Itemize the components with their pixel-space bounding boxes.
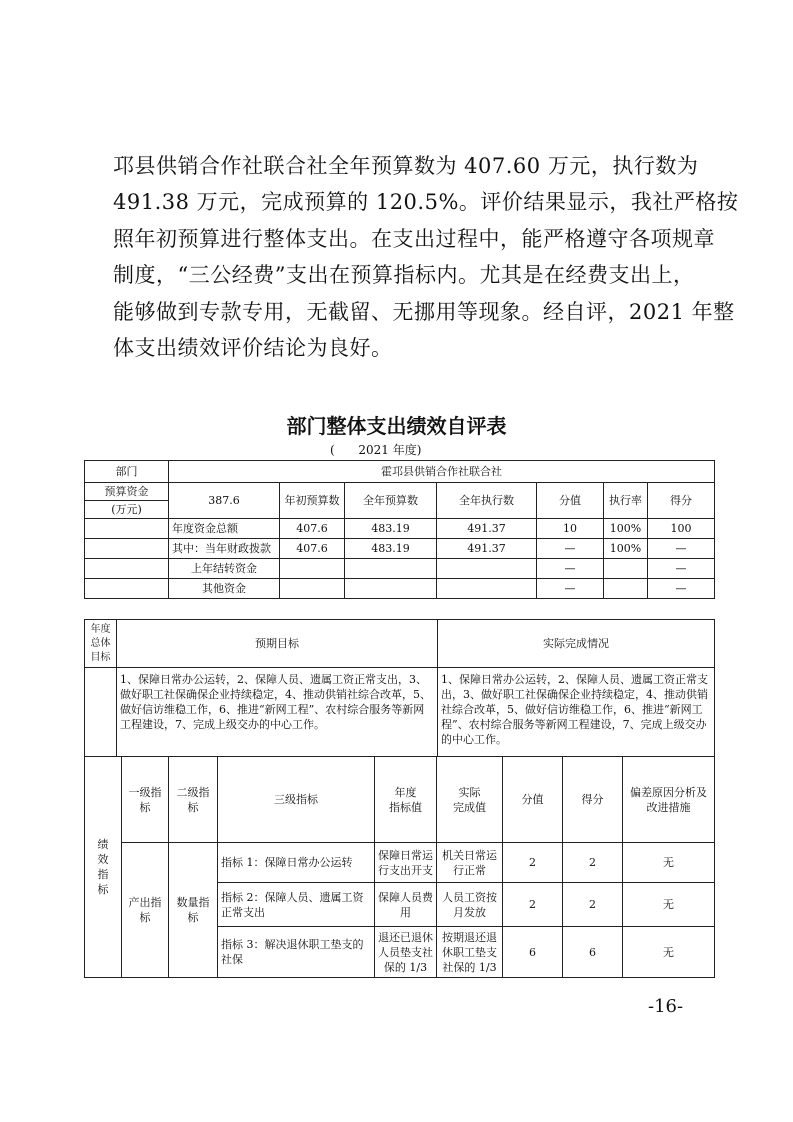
paragraph-line: 体支出绩效评价结论为良好。 [113, 336, 393, 361]
row-rate: 100% [604, 519, 648, 539]
header-level1: 一级指 标 [122, 757, 169, 843]
goal-actual-text: 1、保障日常办公运转，2、保障人员、遗属工资正常支出，3、做好职工社保确保企业持续稳定，4、推动供销社综合改革，5、做好信访维稳工作，6、推进“新网工程”、农村综合服务等新网工程建设，7、完成上级交办的中心工作。 [438, 668, 715, 757]
indicator-score-value: 2 [503, 883, 563, 927]
budget-unit-label: (万元) [85, 501, 169, 519]
header-exec-rate: 执行率 [604, 483, 648, 519]
indicator-actual: 机关日常运 行正常 [437, 843, 503, 883]
body-paragraph [113, 148, 739, 366]
header-level3: 三级指标 [218, 757, 375, 843]
header-score: 得分 [648, 483, 715, 519]
paragraph-line: 邛县供销合作社联合社全年预算数为 407.60 万元，执行数为 [113, 154, 699, 178]
form-year [330, 441, 421, 458]
header-executed: 全年执行数 [437, 483, 537, 519]
row-executed: 491.37 [437, 539, 537, 559]
row-spacer [85, 559, 169, 579]
row-initial: 407.6 [280, 539, 345, 559]
year-open-paren: ( [330, 443, 335, 457]
row-rate: 100% [604, 539, 648, 559]
header-level2: 二级指标 [169, 757, 218, 843]
goal-label: 年度 总体 目标 [85, 620, 117, 668]
header-annual-budget: 全年预算数 [345, 483, 437, 519]
row-score: — [648, 559, 715, 579]
goal-expected-header: 预期目标 [117, 620, 438, 668]
indicator-deviation: 无 [623, 927, 715, 978]
perf-label: 绩 效 指 标 [85, 757, 122, 978]
level2-value: 数量指标 [169, 843, 218, 978]
header-actual: 实际 完成值 [437, 757, 503, 843]
indicator-score-value: 6 [503, 927, 563, 978]
row-rate [604, 579, 648, 599]
goal-table [84, 619, 715, 757]
row-executed [437, 579, 537, 599]
row-label: 其他资金 [169, 579, 280, 599]
row-label: 上年结转资金 [169, 559, 280, 579]
goal-expected-text: 1、保障日常办公运转，2、保障人员、遗属工资正常支出，3、做好职工社保确保企业持续稳定，4、推动供销社综合改革，5、做好信访维稳工作，6、推进“新网工程”、农村综合服务等新网工程建设，7、完成上级交办的中心工作。 [117, 668, 438, 757]
page-number: -16- [648, 996, 684, 1017]
budget-table [84, 460, 715, 599]
indicator-name: 指标 3：解决退休职工垫支的社保 [218, 927, 375, 978]
row-initial [280, 559, 345, 579]
row-annual [345, 579, 437, 599]
budget-label: 预算资金 [85, 483, 169, 501]
indicator-target: 保障人员费 用 [375, 883, 437, 927]
goal-actual-header: 实际完成情况 [438, 620, 715, 668]
budget-value: 387.6 [169, 483, 280, 519]
row-score-value: — [537, 559, 604, 579]
paragraph-line: 491.38 万元，完成预算的 120.5%。评价结果显示，我社严格按 [113, 190, 739, 215]
row-spacer [85, 539, 169, 559]
indicator-score: 6 [563, 927, 623, 978]
row-score: — [648, 539, 715, 559]
header-score-value: 分值 [503, 757, 563, 843]
row-executed [437, 559, 537, 579]
header-initial-budget: 年初预算数 [280, 483, 345, 519]
dept-value: 霍邛县供销合作社联合社 [169, 461, 715, 483]
paragraph-line: 照年初预算进行整体支出。在支出过程中，能严格遵守各项规章 [113, 226, 715, 251]
row-initial: 407.6 [280, 519, 345, 539]
indicator-deviation: 无 [623, 843, 715, 883]
row-executed: 491.37 [437, 519, 537, 539]
indicator-target: 保障日常运 行支出开支 [375, 843, 437, 883]
row-annual [345, 559, 437, 579]
year-label: 2021 年度) [358, 443, 422, 457]
indicator-score: 2 [563, 843, 623, 883]
level1-value: 产出指 标 [122, 843, 169, 978]
row-spacer [85, 519, 169, 539]
indicator-name: 指标 1：保障日常办公运转 [218, 843, 375, 883]
header-score-value: 分值 [537, 483, 604, 519]
header-score: 得分 [563, 757, 623, 843]
row-score: 100 [648, 519, 715, 539]
indicator-actual: 人员工资按 月发放 [437, 883, 503, 927]
paragraph-line: 能够做到专款专用，无截留、无挪用等现象。经自评，2021 年整 [113, 299, 735, 324]
row-score: — [648, 579, 715, 599]
indicator-score: 2 [563, 883, 623, 927]
performance-table [84, 756, 715, 978]
form-title: 部门整体支出绩效自评表 [286, 414, 507, 438]
goal-spacer [85, 668, 117, 757]
header-deviation: 偏差原因分析及 改进措施 [623, 757, 715, 843]
row-label: 年度资金总额 [169, 519, 280, 539]
row-score-value: — [537, 579, 604, 599]
header-target: 年度 指标值 [375, 757, 437, 843]
row-spacer [85, 579, 169, 599]
row-label: 其中：当年财政拨款 [169, 539, 280, 559]
indicator-actual: 按期退还退 休职工垫支 社保的 1/3 [437, 927, 503, 978]
row-annual: 483.19 [345, 539, 437, 559]
row-score-value: — [537, 539, 604, 559]
indicator-target: 退还已退休 人员垫支社 保的 1/3 [375, 927, 437, 978]
indicator-name: 指标 2：保障人员、遗属工资正常支出 [218, 883, 375, 927]
row-initial [280, 579, 345, 599]
row-score-value: 10 [537, 519, 604, 539]
dept-label: 部门 [85, 461, 169, 483]
row-rate [604, 559, 648, 579]
row-annual: 483.19 [345, 519, 437, 539]
indicator-deviation: 无 [623, 883, 715, 927]
indicator-score-value: 2 [503, 843, 563, 883]
paragraph-line: 制度，“三公经费”支出在预算指标内。尤其是在经费支出上， [113, 263, 695, 288]
